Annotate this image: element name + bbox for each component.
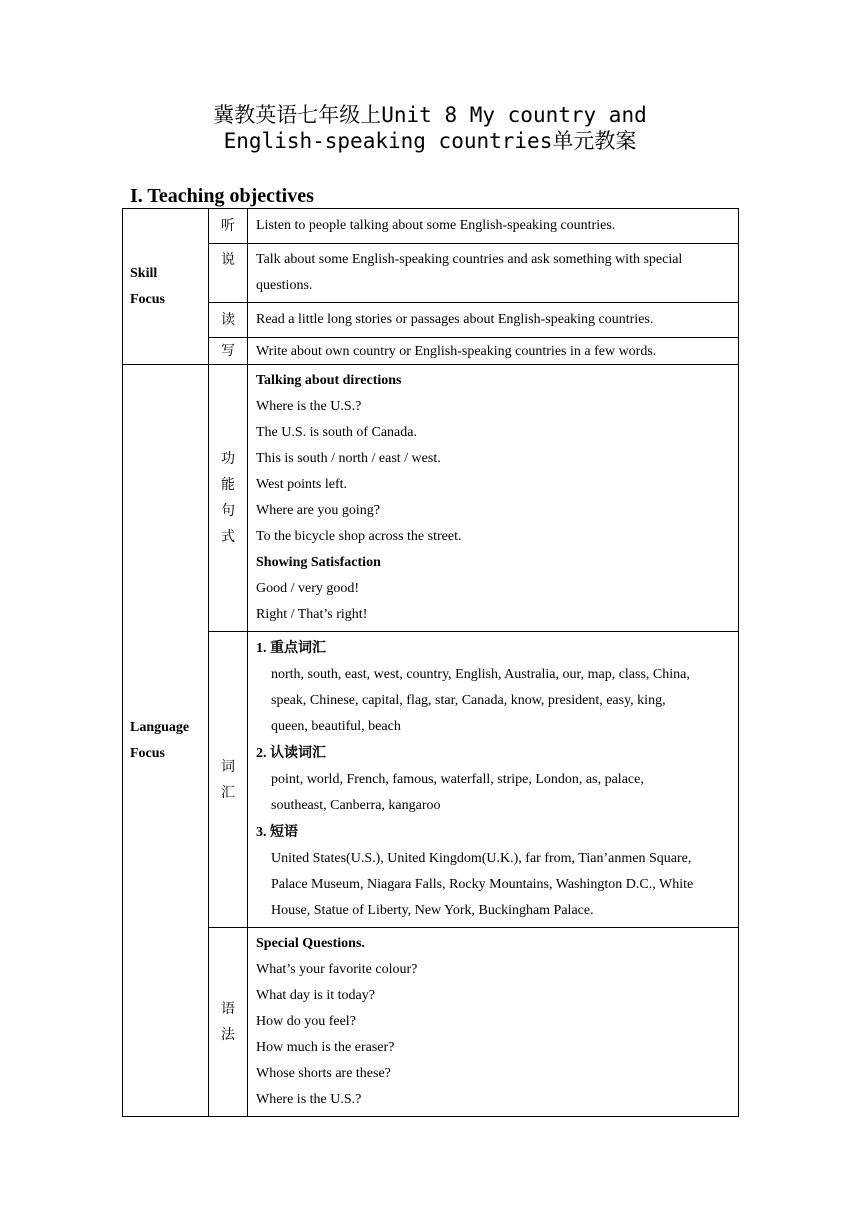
writing-text: Write about own country or English-speaking countries in a few words.	[248, 338, 739, 365]
table-row	[123, 365, 739, 632]
sub-label-listening: 听	[209, 209, 248, 244]
sub-label-grammar: 语 法	[209, 928, 248, 1117]
vocabulary-text: 1. 重点词汇 north, south, east, west, country, English, Australia, our, map, class, China, speak, Chinese, capital, flag, star, Canada, know, president, easy, king, queen, beautiful, beach 2. 认读词汇 point, world, French, famous, waterfall, stripe, London, as, palace, southeast, Canberra, kangaroo 3. 短语 United States(U.S.), United Kingdom(U.K.), far from, Tian’anmen Square, Palace Museum, Niagara Falls, Rocky Mountains, Washington D.C., White House, Statue of Liberty, New York, Buckingham Palace.	[248, 632, 739, 928]
table-row	[123, 244, 739, 303]
table-row	[123, 928, 739, 1117]
reading-text: Read a little long stories or passages about English-speaking countries.	[248, 303, 739, 338]
table-row	[123, 209, 739, 244]
listening-text: Listen to people talking about some English-speaking countries.	[248, 209, 739, 244]
table-row	[123, 303, 739, 338]
sub-label-vocabulary: 词 汇	[209, 632, 248, 928]
sub-label-writing: 写	[209, 338, 248, 365]
speaking-text: Talk about some English-speaking countries and ask something with special questions.	[248, 244, 739, 303]
grammar-text: Special Questions. What’s your favorite colour? What day is it today? How do you feel? How much is the eraser? Whose shorts are these? Where is the U.S.?	[248, 928, 739, 1117]
vocab-group-3-heading: 3. 短语	[256, 824, 298, 840]
sub-label-reading: 读	[209, 303, 248, 338]
section-heading: I. Teaching objectives	[130, 185, 314, 207]
objectives-table	[122, 208, 739, 1117]
sub-label-speaking: 说	[209, 244, 248, 303]
skill-focus-label: Skill Focus	[123, 209, 209, 365]
table-row	[123, 338, 739, 365]
language-focus-label: Language Focus	[123, 365, 209, 1117]
sub-label-functions: 功 能 句 式	[209, 365, 248, 632]
vocab-group-1-heading: 1. 重点词汇	[256, 640, 326, 656]
functions-text: Talking about directions Where is the U.S.? The U.S. is south of Canada. This is south / north / east / west. West points left. Where are you going? To the bicycle shop across the street. Showing Satisfaction Good / very good! Right / That’s right!	[248, 365, 739, 632]
title-line-1: 冀教英语七年级上Unit 8 My country and	[213, 103, 647, 127]
title-line-2: English-speaking countries单元教案	[223, 129, 637, 153]
table-row	[123, 632, 739, 928]
vocab-group-2-heading: 2. 认读词汇	[256, 745, 326, 761]
document-title	[0, 102, 860, 154]
